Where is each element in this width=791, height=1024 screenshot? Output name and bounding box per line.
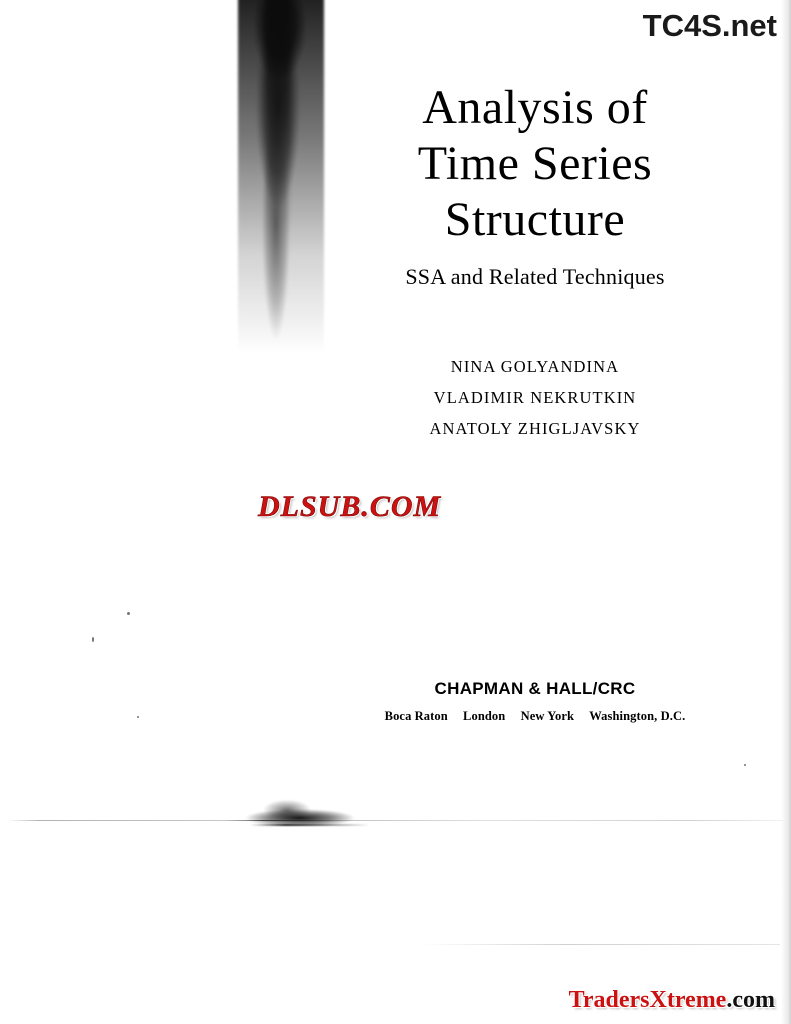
watermark-bottom-right <box>569 987 775 1014</box>
scan-artifact-horizontal-line <box>8 820 783 821</box>
publisher-city: New York <box>520 709 575 723</box>
scan-speck <box>137 716 139 718</box>
watermark-center: DLSUB.COM <box>258 490 442 523</box>
watermark-bottom-suffix: .com <box>726 987 775 1013</box>
author-name: ANATOLY ZHIGLJAVSKY <box>429 418 641 438</box>
watermark-bottom-main: TradersXtreme <box>568 987 727 1013</box>
scan-artifact-horizontal-line-dark <box>250 824 370 826</box>
author-name: VLADIMIR NEKRUTKIN <box>433 387 637 407</box>
publisher-city: London <box>463 709 506 723</box>
book-subtitle: SSA and Related Techniques <box>405 264 665 290</box>
publisher-city: Boca Raton <box>384 709 448 723</box>
scan-speck <box>92 637 94 642</box>
book-title-line-3: Structure <box>444 193 626 247</box>
scan-page-edge-shadow <box>781 0 791 1024</box>
scan-speck <box>127 612 130 615</box>
scan-artifact-bottom-smudge <box>245 800 355 826</box>
author-list <box>300 352 770 444</box>
author-name: NINA GOLYANDINA <box>450 357 620 377</box>
publisher-city: Washington, D.C. <box>589 709 686 723</box>
publisher-cities <box>300 709 770 724</box>
watermark-top-right: TC4S.net <box>642 8 777 43</box>
publisher-block <box>300 679 770 724</box>
book-cover-text-block <box>300 0 770 444</box>
publisher-name: CHAPMAN & HALL/CRC <box>434 679 636 698</box>
scan-speck <box>744 764 746 766</box>
scan-artifact-horizontal-line-faint <box>420 944 780 945</box>
book-title-line-1: Analysis of <box>422 81 648 134</box>
book-title-line-2: Time Series <box>417 137 653 191</box>
